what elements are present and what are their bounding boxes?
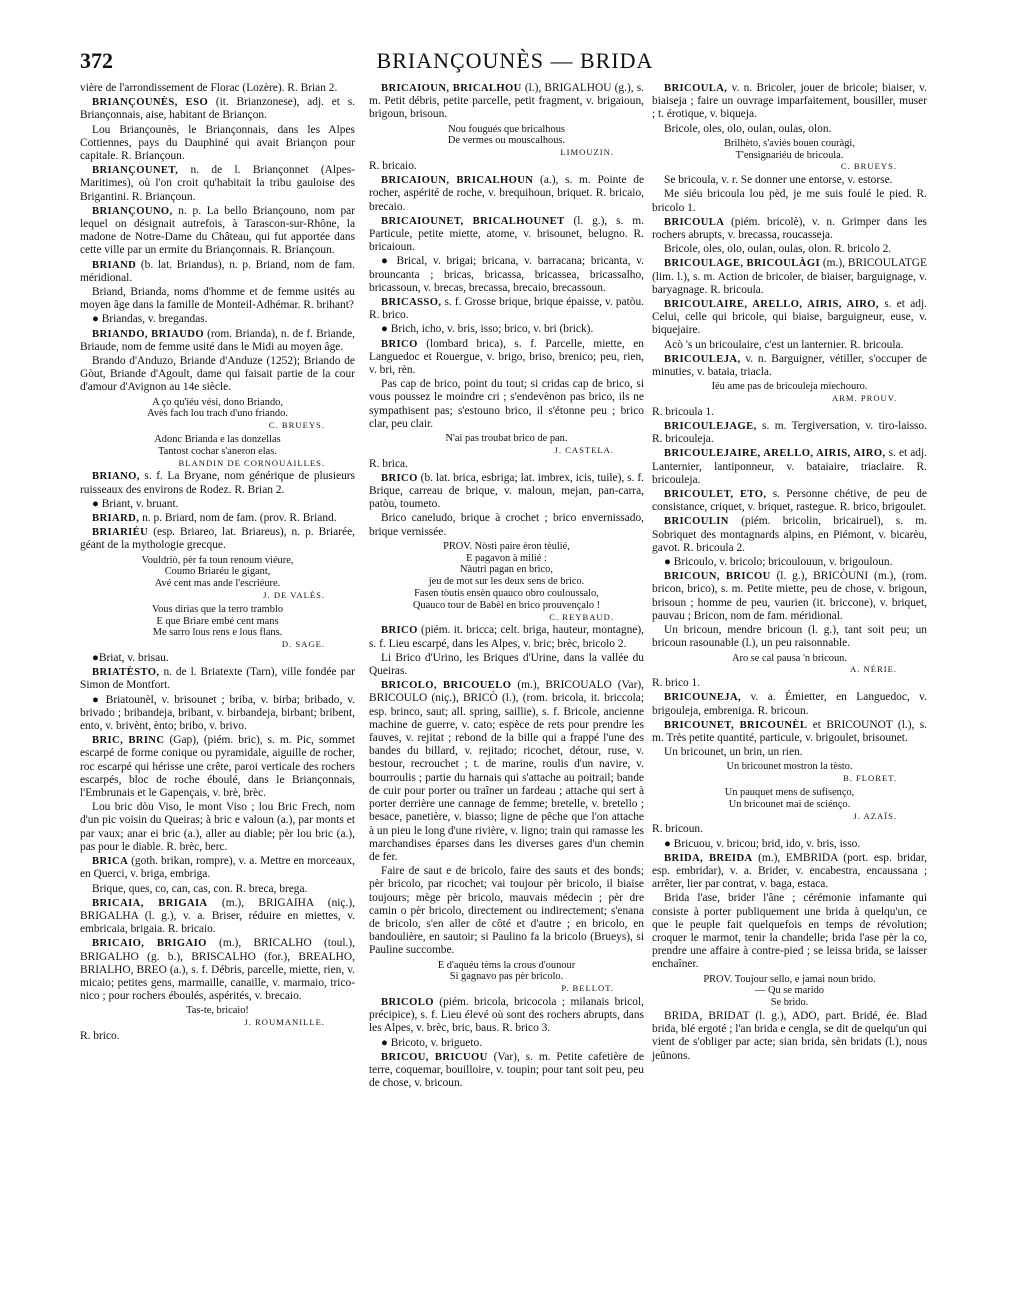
verse-line: PROV. Toujour sello, e jamai noun brido. [703,973,876,985]
entry-text: (a.), s. m. Pointe de rocher, aspérité de roche, v. brequihoun, briquet. R. bricaio, brecaio. [369,174,644,213]
entry-text: Lou Briançounès, le Briançonnais, dans les Alpes Cottiennes, pays du Dauphiné qui avait Briançon pour capitale. R. Briançoun. [80,123,355,163]
verse-line: T'ensignariéu de bricoula. [735,149,844,161]
entry-text: Faire de saut e de bricolo, faire des sauts et des bonds; pèr bricolo, par ricochet; vai toujour pèr bricolo, il biaise toujours; mège pèr bricolo, mauvais médecin ; pèr dre camin o pèr bricolo, directement ou indirectement; s'enana de bricolo, s'en aller de côté et d'autre ; en bricolo, en bandoulière, en sautoir; si Paulino fa la bricolo (Brueys), si Pauline succombe. [369,865,644,957]
dictionary-entry [80,801,355,854]
dictionary-entry [369,652,644,678]
entry-text: n. p. Briard, nom de fam. (prov. R. Briand. [142,512,337,525]
entry-text: Brando d'Anduzo, Briande d'Anduze (1252); Briando de Gòut, Briande d'Agoult, dame qui faisait partie de la cour d'amour d'Avignon au 14e siècle. [80,355,355,394]
dictionary-entry [369,82,644,122]
verse-line: E d'aquéu tèms la crous d'ounour [437,959,576,971]
dictionary-entry [369,255,644,295]
dictionary-entry [652,515,927,555]
entry-text: Brida l'ase, brider l'âne ; cérémonie infamante qui consiste à porter publiquement une brida à quelqu'un, ce que le peuple fait quelquefois en temps de révolution; croquer le marmot, tenir la chandelle; brida l'ase pèr la co, prendre une affaire à contre-pied ; se leissa brida, se laisser enchaîner. [652,892,927,971]
entry-text: ● Brich, icho, v. bris, isso; brico, v. bri (brick). [381,323,594,336]
entry-text: (m.), BRICOUALO (Var), BRICOULO (niç.), BRICÒ (l.), (rom. bricola, it. briccola; esp. brinco, saut; all. spring, saillie), s. f. Bricole, ancienne machine de guerre, v. cato; espèce de rets pour prendre les fauves, v. rejitat ; rebond de la bille qui a frappé l'une des bandes du billard, v. rejitado; ricochet, détour, ruse, v. bestour, recrouchet ; t. de marine, roulis d'un navire, v. bourroulis ; partie du harnais qui s'attache au poitrail; bande de cuir pour porter ou traîner un fardeau ; attache qui sert à porter derrière une cannage de femme; bretelle, v. bretello ; besace, panetière, v. biasso; ligne de pêche que l'on attache à un pieu le long d'une rivière, v. ligno; train qui ramasse les marchandises éparses dans les diverses gares d'un chemin de fer. [369,679,644,863]
column-2 [369,82,644,1091]
entry-headword: BRICO [381,338,418,350]
quotation-author: BLANDIN DE CORNOUAILLES. [178,457,325,468]
verse-line: E que Briare embé cent mans [156,615,279,627]
dictionary-entry [80,666,355,692]
verse-quotation [80,434,355,469]
dictionary-entry [369,378,644,431]
entry-headword: BRICOULEJAIRE, ARELLO, AIRIS, AIRO, [664,448,886,460]
verse-quotation [652,974,927,1009]
verse-line: Aro se cal pausa 'n bricoun. [732,652,847,664]
verse-line: Un pauquet mens de sufisenço, [724,786,855,798]
entry-text: R. bricaio. [369,160,417,172]
entry-headword: BRICOULET, ETO, [664,489,767,501]
entry-text: Briand, Brianda, noms d'homme et de femme usités au moyen âge dans la famille de Monteil-Adhémar. R. brihant? [80,286,355,312]
verse-quotation [80,555,355,602]
dictionary-entry [652,82,927,122]
entry-text: (esp. Briareo, lat. Briareus), n. p. Briarée, géant de la mythologie grecque. [80,526,355,552]
entry-text: Acò 's un bricoulaire, c'est un lanternier. R. bricoula. [664,338,904,351]
entry-text: Lou bric dòu Viso, le mont Viso ; lou Bric Frech, nom d'un pic voisin du Queiras; à bric e valoun (a.), par monts et par vaux; anar ei bric (a.), aller au diable; pèr lou bric (a.), pas pour le diable. R. brèc, berc. [80,801,355,853]
entry-headword: BRICOULA [664,216,725,228]
entry-text: (m.), BRICOULATGE (lim. l.), s. m. Action de bricoler, de biaiser, barguignage, v. baryagnage. R. bricoula. [652,257,927,296]
dictionary-entry [652,719,927,745]
entry-text: et BRICOUNOT (l.), s. m. Très petite quantité, particule, v. brigoulet, brisounet. [652,718,928,744]
entry-text: ● Bricoto, v. brigueto. [381,1036,483,1049]
entry-headword: BRICAIOUN, BRICALHOU [381,83,522,94]
verse-quotation [652,653,927,677]
entry-headword: BRICAIOUNET, BRICALHOUNET [381,215,565,227]
verse-line: A ço qu'iéu vési, dono Briando, [152,396,283,408]
dictionary-entry [80,652,355,665]
dictionary-entry [652,123,927,136]
verse-line: De vermes ou mouscalhous. [447,135,566,147]
dictionary-entry [652,677,927,690]
entry-text: (m.), BRICALHO (toul.), BRIGALHO (g. b.), BRISCALHO (for.), BREALHO, BRIALHO, BREO (a.), s. f. Débris, parcelle, miette, rien, v. micaio; petites gens, marmaille, canaille, v. marmaio, trico-nico ; pour rochers éboulés, aspérités, v. brecaio. [80,937,355,1003]
verse-line: Iéu ame pas de bricouleja miechouro. [711,381,868,393]
entry-headword: BRICA [92,856,129,868]
entry-headword: BRICOLO, BRICOUELO [381,680,512,692]
dictionary-entry [80,205,355,258]
dictionary-entry [80,526,355,552]
entry-text: Se bricoula, v. r. Se donner une entorse, v. estorse. [664,174,893,187]
entry-headword: BRICO [381,472,418,484]
entry-headword: BRICAIOUN, BRICALHOUN [381,175,534,187]
entry-text: ● Briatounèl, v. brisounet ; briba, v. birba; bribado, v. brivado ; bribandeja, bribant, v. birbandeja, birbant; bribent, ento, v. brivènt, ènto; bribo, v. brivo. [80,693,355,733]
dictionary-entry [652,556,927,569]
entry-text: (it. Brianzonese), adj. et s. Briançonnais, aise, habitant de Briançon. [80,96,355,122]
verse-quotation [369,541,644,624]
dictionary-entry [369,472,644,512]
verse-line: Quauco tour de Babèl en brico prouvençalo ! [412,599,601,611]
entry-headword: BRICASSO, [381,297,442,309]
verse-line: Me sarro lous rens e lous flans. [152,627,283,639]
dictionary-entry [80,259,355,285]
quotation-author: J. AZAÏS. [853,810,897,821]
entry-text: s. Personne chétive, de peu de consistance, criquet, v. briquet, rastegue. R. brico, brigoulet. [652,488,927,514]
quotation-author: C. BRUEYS. [268,420,325,431]
verse-line: Se brido. [770,997,809,1009]
entry-headword: BRIANÇOUNÈS, ESO [92,97,209,109]
dictionary-entry [369,458,644,471]
entry-text: (piém. it. bricca; celt. briga, hauteur, montagne), s. f. Lieu escarpé, dans les Alpes, v. bric; brèc, bricolo 2. [369,624,644,650]
dictionary-entry [652,892,927,971]
quotation-author: C. BRUEYS. [840,161,897,172]
dictionary-entry [80,313,355,326]
verse-line: jeu de mot sur les deux sens de brico. [428,576,585,588]
entry-headword: BRIARIÉU [92,527,149,539]
entry-text: (lombard brica), s. f. Parcelle, miette, en Languedoc et Rouergue, v. brigo, briso, brenico; peu, rien, v. bri, rèn. [369,337,644,377]
dictionary-entry [369,679,644,864]
verse-line: Nàutri pagan en brico, [460,564,553,576]
verse-line: E pagavon à milié : [466,552,547,564]
entry-headword: BRICOUNET, BRICOUNÈL [664,719,808,731]
entry-text: v. n. Barguigner, vétiller, s'occuper de minuties, v. bataia, triacla. [652,352,927,379]
dictionary-entry [369,174,644,214]
verse-line: Vous dirias que la terro tramblo [151,603,284,615]
verse-line: Brilhèto, s'aviés bouen couràgi, [724,137,855,149]
entry-text: s. et adj. Lanternier, lantiponneur, v. bataiaire, triaclaire. R. bricouleja. [652,447,927,486]
verse-line: N'ai pas troubat brico de pan. [445,433,568,445]
entry-text: R. brica. [369,457,408,470]
entry-headword: BRICOULA, [664,83,728,94]
entry-headword: BRICOULEJAGE, [664,421,757,433]
dictionary-entry [80,470,355,496]
dictionary-entry [652,488,927,514]
dictionary-entry [80,734,355,800]
dictionary-entry [80,328,355,354]
dictionary-entry [369,865,644,957]
dictionary-entry [369,512,644,538]
dictionary-entry [652,447,927,487]
verse-line: — Qu se marido [755,985,824,997]
dictionary-entry [80,897,355,937]
entry-text: (piém. bricolè), v. n. Grimper dans les rochers abrupts, v. brecassa, roucasseja. [652,215,927,242]
entry-text: (l.), BRIGALHOU (g.), s. m. Petit débris, petite parcelle, petit fragment, v. brigaioun, brigoun, brisoun. [369,82,644,121]
entry-text: v. a. Émietter, en Languedoc, v. brigouleja, embreniga. R. bricoun. [652,691,927,717]
dictionary-entry [80,286,355,312]
entry-text: (goth. brikan, rompre), v. a. Mettre en morceaux, en Querci, v. briga, embriga. [80,855,355,881]
dictionary-entry [80,96,355,122]
entry-text: BRIDA, BRIDAT (l. g.), ADO, part. Bridé, ée. Blad brida, blé ergoté ; l'an brida e cengla, se dit de quelqu'un qui vient de s'obliger par acte; sian brida, sèn bridats (l.), nous jeûnons. [652,1009,927,1062]
verse-quotation [652,761,927,785]
dictionary-entry [80,164,355,204]
entry-headword: BRICOUN, BRICOU [664,571,771,583]
entry-text: s. m. Tergiversation, v. tiro-laisso. R. bricouleja. [652,420,927,446]
entry-text: ● Briandas, v. bregandas. [92,313,208,326]
dictionary-entry [369,215,644,255]
dictionary-entry [80,883,355,896]
entry-text: Bricole, oles, olo, oulan, oulas, olon. R. bricolo 2. [664,243,892,256]
column-1 [80,82,355,1044]
entry-headword: BRIDA, BREIDA [664,852,753,864]
entry-text: s. f. Grosse brique, brique épaisse, v. patòu. R. brico. [369,296,645,322]
entry-headword: BRICAIA, BRIGAIA [92,897,208,909]
entry-text: ● Briant, v. bruant. [92,497,179,510]
entry-headword: BRICOULAIRE, ARELLO, AIRIS, AIRO, [664,299,879,311]
entry-headword: BRICOLO [381,996,434,1008]
entry-text: Pas cap de brico, point du tout; si cridas cap de brico, si vous poussez le moindre cri ; s'endevènon pas brico, ils ne sympathisent pas; s'estouno brico, il s'étonne peu ; brico clar, peu clair. [369,378,644,430]
dictionary-entry [652,406,927,419]
entry-text: (l. g.), s. m. Particule, petite miette, atome, v. brisounet, belugno. R. bricaioun. [369,214,644,254]
dictionary-entry [80,124,355,164]
quotation-author: D. SAGE. [281,639,325,650]
dictionary-entry [652,1010,927,1063]
dictionary-entry [652,243,927,256]
entry-headword: BRICO [381,625,418,637]
entry-text: (b. lat. Briandus), n. p. Briand, nom de fam. méridional. [80,258,355,284]
verse-line: Un bricounet mostron la tèsto. [726,761,853,773]
verse-line: Nou fougués que bricalhous [448,123,565,135]
dictionary-entry [369,338,644,378]
dictionary-entry [652,746,927,759]
dictionary-entry [80,1030,355,1043]
dictionary-entry [369,296,644,322]
entry-headword: BRIARD, [92,513,140,525]
dictionary-entry [652,570,927,623]
entry-text: (l. g.), BRICÒUNI (m.), (rom. bricon, brico), s. m. Petite miette, peu de chose, v. brigoun, brisoun ; homme de peu, vaurien (it. briccone), v. briquet, pauvau ; Bricon, nom de fam. méridional. [652,570,927,622]
entry-text: Me siéu bricoula lou pèd, je me suis foulé le pied. R. bricolo 1. [652,188,927,214]
entry-headword: BRICOULIN [664,516,729,528]
dictionary-entry [369,1037,644,1050]
entry-text: (Gap), (piém. bric), s. m. Pic, sommet escarpé de forme conique ou pyramidale, aiguille de rocher, roc escarpé qui hérisse une crête, paroi verticale des rochers escarpés, bloc de roche éboulé, dans le Briançonnais, l'Embrunais et le Gapençais, v. brè, brèc. [80,734,355,800]
entry-headword: BRICOULAGE, BRICOULÀGI [664,258,820,270]
entry-text: Bricole, oles, olo, oulan, oulas, olon. [664,122,832,135]
verse-line: Tantost cochar s'aneron elas. [158,445,277,457]
verse-quotation [80,397,355,432]
dictionary-entry [80,694,355,734]
dictionary-entry [369,1051,644,1091]
verse-line: Avès fach lou trach d'uno friando. [147,408,288,420]
dictionary-entry [80,82,355,95]
dictionary-entry [652,257,927,297]
dictionary-entry [652,420,927,446]
entry-headword: BRIANÇOUNO, [92,205,173,217]
dictionary-entry [652,298,927,338]
entry-headword: BRICOU, BRICUOU [381,1051,488,1063]
verse-line: Vouldriò, pèr fa toun renoum viéure, [141,554,294,566]
page-number: 372 [80,48,113,73]
dictionary-entry [80,512,355,525]
entry-text: (b. lat. brica, esbriga; lat. imbrex, icis, tuile), s. f. Brique, carreau de brique, v. maloun, mejan, pan-carra, patòu, toumeto. [369,471,644,511]
quotation-author: J. ROUMANILLE. [244,1017,325,1028]
verse-quotation [652,381,927,405]
verse-quotation [369,433,644,457]
dictionary-entry [80,355,355,395]
dictionary-entry [652,339,927,352]
entry-text: n. de l. Briançonnet (Alpes-Maritimes), où l'on croit qu'habitait la tribu gauloise des Brigantini. R. Briançoun. [80,164,355,203]
dictionary-entry [652,174,927,187]
entry-text: s. et adj. Celui, celle qui bricole, qui biaise, barguigneur, euse, v. biquejaire. [652,298,927,337]
dictionary-entry [80,498,355,511]
entry-headword: BRIANDO, BRIAUDO [92,328,204,340]
entry-text: ● Brical, v. brigai; bricana, v. barracana; bricanta, v. brouncanta ; bricas, bricassa, bricassea, bricassalho, bricassoun, v. brecas, brecassa, brecaio, brecassoun. [369,255,644,294]
entry-text: Brico caneludo, brique à crochet ; brico envernissado, brique vernissée. [369,512,644,538]
quotation-author: B. FLORET. [842,773,897,784]
entry-text: R. bricoun. [652,823,703,836]
entry-text: R. brico. [80,1029,120,1042]
quotation-author: P. BELLOT. [561,983,614,994]
running-title: BRIANÇOUNÈS — BRIDA [376,48,654,73]
dictionary-entry [652,624,927,650]
column-3 [652,82,927,1064]
dictionary-entry [652,188,927,214]
verse-line: Tas-te, bricaio! [186,1005,249,1017]
entry-text: ● Bricuou, v. bricou; brid, ido, v. bris, isso. [664,837,861,850]
dictionary-entry [369,160,644,173]
entry-headword: BRICOULEJA, [664,353,741,365]
verse-quotation [369,124,644,159]
entry-headword: BRIAND [92,259,137,271]
verse-quotation [369,960,644,995]
dictionary-entry [652,216,927,242]
entry-text: R. brico 1. [652,677,701,690]
verse-quotation [80,1005,355,1029]
verse-line: PROV. Nòsti paire èron tèulié, [443,540,570,552]
dictionary-entry [80,937,355,1003]
entry-text: n. de l. Briatexte (Tarn), ville fondée par Simon de Montfort. [80,666,355,692]
quotation-author: C. REYBAUD. [549,611,614,622]
entry-text: ● Bricoulo, v. bricolo; bricoulouun, v. brigouloun. [664,556,893,569]
dictionary-entry [652,852,927,892]
verse-quotation [652,138,927,173]
entry-headword: BRIATÈSTO, [92,667,160,679]
verse-line: Avé cent mas ande l'escriéure. [154,578,281,590]
entry-text: s. f. La Bryane, nom générique de plusieurs ruisseaux des environs de Rodez. R. Brian 2. [80,470,355,496]
dictionary-entry [652,823,927,836]
verse-quotation [652,787,927,822]
entry-headword: BRICOUNEJA, [664,692,742,704]
dictionary-entry [652,838,927,851]
dictionary-entry [369,323,644,336]
entry-text: (rom. Brianda), n. de f. Briande, Briaude, nom de femme usité dans le Midi au moyen âge. [80,327,355,353]
quotation-author: J. DE VALÈS. [263,590,325,601]
entry-text: n. p. La bello Briançouno, nom par lequel on désignait autrefois, à Tarascon-sur-Rhône, la madone de Notre-Dame du Château, qui fut apportée dans cette ville par un ermite du Briançonnais. R. Briançoun. [80,204,355,257]
entry-text: Li Brico d'Urino, les Briques d'Urine, dans la vallée du Queiras. [369,651,644,678]
dictionary-entry [652,353,927,379]
verse-quotation [80,604,355,651]
entry-text: ●Briat, v. brisau. [92,652,169,665]
entry-text: R. bricoula 1. [652,405,715,418]
verse-line: Adonc Brianda e las donzellas [154,434,281,446]
entry-text: vière de l'arrondissement de Florac (Lozère). R. Brian 2. [80,82,338,94]
entry-text: (piém. bricola, bricocola ; milanais bricol, précipice), s. f. Lieu élevé où sont des rochers abrupts, dans les Alpes, v. brèc, bric, baus. R. brico 3. [369,995,644,1035]
verse-line: Fasen tòutis ensèn quauco obro couloussalo, [414,588,599,600]
entry-text: v. n. Bricoler, jouer de bricole; biaiser, v. biaiseja ; faire un ouvrage imparfaitement, bousiller, muser ; t. érotique, v. biqueja. [652,82,927,121]
entry-headword: BRIANÇOUNET, [92,165,179,177]
verse-line: Coumo Briaréu le gigant, [164,566,271,578]
entry-text: Brique, ques, co, can, cas, con. R. breca, brega. [92,882,308,895]
quotation-author: ARM. PROUV. [831,393,897,404]
dictionary-entry [369,624,644,650]
entry-text: Un bricoun, mendre bricoun (l. g.), tant soit peu; un bricoun rasounable (l.), un peu raisonnable. [652,624,927,650]
entry-headword: BRIC, BRINC [92,735,165,747]
entry-text: Un bricounet, un brin, un rien. [664,746,803,759]
verse-line: Un bricounet mai de sciénço. [728,798,851,810]
dictionary-entry [369,996,644,1036]
dictionary-entry [80,855,355,881]
quotation-author: J. CASTELA. [554,444,614,455]
entry-headword: BRIANO, [92,471,140,483]
entry-text: (m.), EMBRIDA (port. esp. bridar, esp. embridar), v. a. Brider, v. encabestra, encaussana ; arrêter, lier par contrat, v. baga, estaca. [652,851,927,891]
entry-text: (piém. bricolin, bricairuel), s. m. Sobriquet des montagnards alpins, en Piémont, v. bicarèu, gavot. R. bricoula 2. [652,515,927,554]
entry-headword: BRICAIO, BRIGAIO [92,938,207,950]
dictionary-entry [652,691,927,717]
quotation-author: A. NÉRIE. [850,664,897,675]
quotation-author: LIMOUZIN. [560,147,614,158]
entry-text: (m.), BRIGAIHA (niç.), BRIGALHA (l. g.), v. a. Briser, réduire en miettes, v. embricaia, brigaia. R. bricaio. [80,896,355,936]
verse-line: Si gagnavo pas pèr bricolo. [449,971,564,983]
entry-text: (Var), s. m. Petite cafetière de terre, coquemar, bouilloire, v. toupin; pour tant soit peu, peu de chose, v. bricoun. [369,1050,644,1090]
